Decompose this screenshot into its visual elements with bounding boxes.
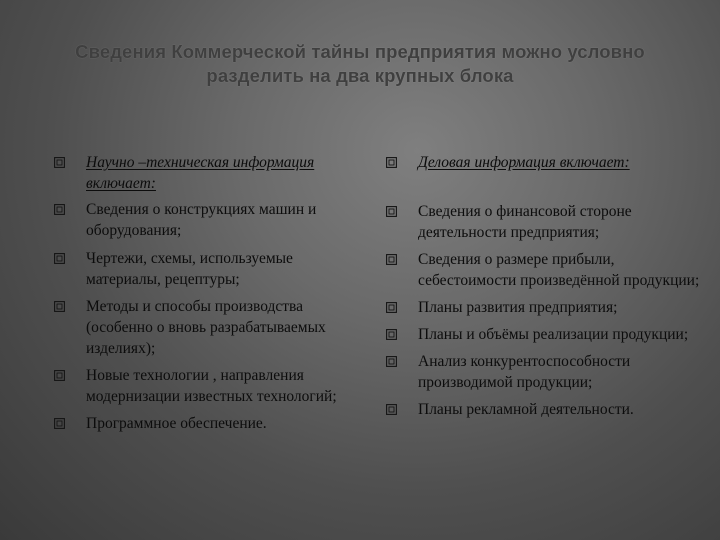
- box-bullet-icon: [386, 157, 397, 168]
- list-item: [54, 248, 354, 290]
- list-item: [54, 413, 354, 434]
- list-item-text: Программное обеспечение.: [86, 415, 267, 432]
- list-item-text: Планы и объёмы реализации продукции;: [418, 326, 689, 343]
- list-item-text: Анализ конкурентоспособности производимой продукции;: [418, 353, 631, 391]
- box-bullet-icon: [54, 370, 65, 381]
- slide-title-line-1: Сведения Коммерческой тайны предприятия можно условно: [75, 41, 645, 62]
- list-item: [386, 399, 706, 420]
- list-item: [54, 199, 354, 241]
- list-item-text: Сведения о финансовой стороне деятельности предприятия;: [418, 203, 632, 241]
- box-bullet-icon: [386, 302, 397, 313]
- list-item-text: Сведения о конструкциях машин и оборудования;: [86, 201, 317, 239]
- list-item: [386, 249, 706, 291]
- list-item: [386, 201, 706, 243]
- list-item-text: Новые технологии , направления модернизации известных технологий;: [86, 367, 337, 405]
- right-column-list: [386, 152, 706, 420]
- left-column-heading-item: [54, 152, 354, 194]
- box-bullet-icon: [54, 253, 65, 264]
- list-item: [386, 297, 706, 318]
- list-item-text: Планы развития предприятия;: [418, 299, 618, 316]
- list-item: [54, 296, 354, 359]
- list-item: [54, 365, 354, 407]
- box-bullet-icon: [54, 301, 65, 312]
- box-bullet-icon: [386, 206, 397, 217]
- box-bullet-icon: [386, 404, 397, 415]
- box-bullet-icon: [54, 204, 65, 215]
- box-bullet-icon: [386, 254, 397, 265]
- slide-title-line-2: разделить на два крупных блока: [206, 65, 514, 86]
- slide-title: [40, 40, 680, 88]
- list-item-text: Чертежи, схемы, используемые материалы, рецептуры;: [86, 250, 293, 288]
- left-column-list: [54, 152, 354, 434]
- box-bullet-icon: [54, 157, 65, 168]
- list-item: [386, 324, 706, 345]
- right-column-heading-item: [386, 152, 706, 173]
- left-column-heading: Научно –техническая информация включает:: [86, 154, 315, 192]
- box-bullet-icon: [386, 329, 397, 340]
- list-item-text: Методы и способы производства (особенно о вновь разрабатываемых изделиях);: [86, 298, 326, 357]
- list-item-text: Планы рекламной деятельности.: [418, 401, 634, 418]
- box-bullet-icon: [54, 418, 65, 429]
- list-item-text: Сведения о размере прибыли, себестоимости произведённой продукции;: [418, 251, 700, 289]
- box-bullet-icon: [386, 356, 397, 367]
- list-item: [386, 351, 706, 393]
- right-column-heading: Деловая информация включает:: [418, 154, 630, 171]
